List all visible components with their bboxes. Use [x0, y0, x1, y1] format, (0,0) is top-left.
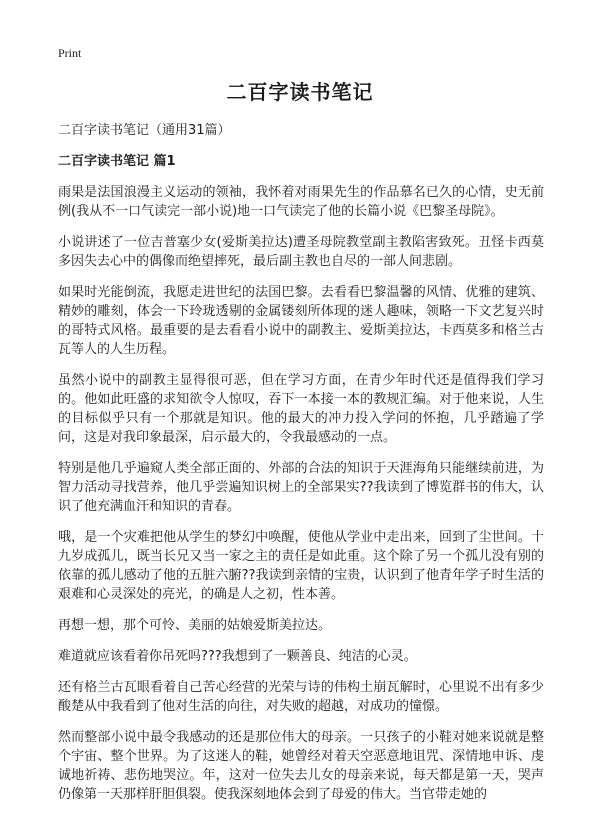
- paragraph: 雨果是法国浪漫主义运动的领袖，我怀着对雨果先生的作品慕名已久的心情，史无前例(我从不一口气读完一部小说)地一口气读完了他的长篇小说《巴黎圣母院》。: [58, 185, 544, 219]
- paragraph: 再想一想，那个可怜、美丽的姑娘爱斯美拉达。: [58, 618, 332, 633]
- article-body: [58, 122, 544, 816]
- paragraph: 还有格兰古瓦眼看着自己苦心经营的光荣与诗的伟构土崩瓦解时，心里说不出有多少酸楚从中我看到了他对生活的向往，对失败的超越，对成功的憧憬。: [58, 680, 544, 714]
- paragraph: 虽然小说中的副教主显得很可恶，但在学习方面，在青少年时代还是值得我们学习的。他如此旺盛的求知欲令人惊叹，吞下一本接一本的教规汇编。对于他来说，人生的目标似乎只有一个那就是知识。他的最大的冲力投入学问的怀抱，几乎踏遍了学问，这是对我印象最深，启示最大的，令我最感动的一点。: [58, 373, 544, 445]
- paragraph: 然而整部小说中最令我感动的还是那位伟大的母亲。一只孩子的小鞋对她来说就是整个宇宙、整个世界。为了这迷人的鞋，她曾经对着天空恶意地诅咒、深情地申诉、虔诚地祈祷、悲伤地哭泣。年，这对一位失去儿女的母亲来说，每天都是第一天，哭声仍像第一天那样肝胆俱裂。使我深刻地体会到了母爱的伟大。当官带走她的: [58, 730, 544, 802]
- paragraph: 小说讲述了一位吉普塞少女(爱斯美拉达)遭圣母院教堂副主教陷害致死。丑怪卡西莫多因失去心中的偶像而绝望摔死，最后副主教也自尽的一部人间悲剧。: [58, 235, 544, 269]
- paragraph: 特别是他几乎遍窥人类全部正面的、外部的合法的知识于天涯海角只能继续前进，为智力活动寻找营养，他几乎尝遍知识树上的全部果实??我读到了博览群书的伟大，认识了他充满血汗和知识的青春。: [58, 461, 544, 514]
- paragraph: 哦，是一个灾难把他从学生的梦幻中唤醒，使他从学业中走出来，回到了尘世间。十九岁成孤儿，既当长兄又当一家之主的责任是如此重。这个除了另一个孤儿没有别的依靠的孤儿感动了他的五脏六腑??我读到亲情的宝贵，认识到了他青年学子时生活的艰难和心灵深处的亮光，的确是人之初，性本善。: [58, 530, 544, 602]
- article-subtitle: 二百字读书笔记（通用31篇）: [58, 123, 231, 138]
- paragraph: 如果时光能倒流，我愿走进世纪的法国巴黎。去看看巴黎温馨的风情、优雅的建筑、精妙的雕刻，体会一下玲珑透剔的金属镂刻所体现的迷人趣味，领略一下文艺复兴时的哥特式风格。最重要的是去看看小说中的副教主、爱斯美拉达，卡西莫多和格兰古瓦等人的人生历程。: [58, 285, 544, 357]
- section-heading: 二百字读书笔记 篇1: [58, 154, 176, 169]
- paragraph: 难道就应该看着你吊死吗???我想到了一颗善良、纯洁的心灵。: [58, 649, 417, 664]
- print-link[interactable]: Print: [58, 46, 82, 60]
- page-title: 二百字读书笔记: [226, 80, 374, 104]
